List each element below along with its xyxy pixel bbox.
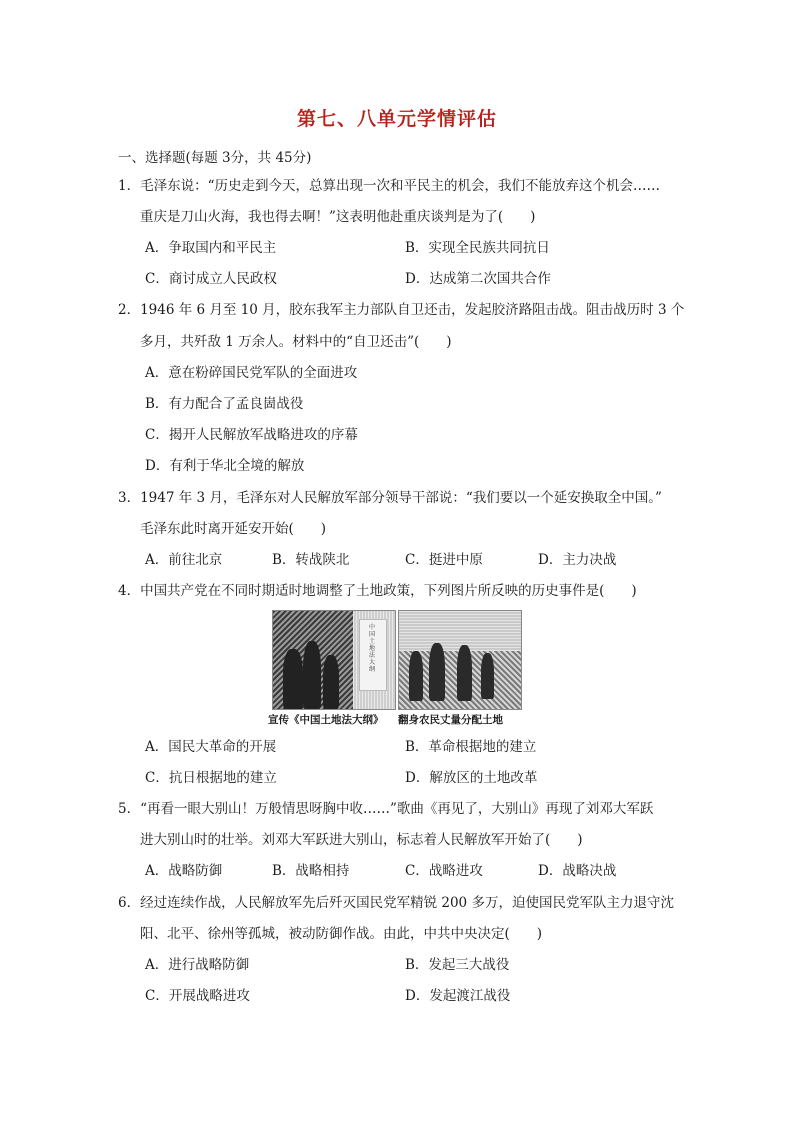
section-heading: 一、选择题(每题 3分，共 45分) [118, 150, 312, 166]
question-2-option-b: B．有力配合了孟良崮战役 [145, 396, 304, 412]
question-4-line-1: 4．中国共产党在不同时期适时地调整了土地政策，下列图片所反映的历史事件是( ) [118, 583, 637, 599]
question-5-line-2: 进大别山时的壮举。刘邓大军跃进大别山，标志着人民解放军开始了( ) [140, 832, 583, 848]
land-law-poster [359, 619, 387, 691]
question-4-option-c: C．抗日根据地的建立 [145, 770, 277, 786]
question-2-option-a: A．意在粉碎国民党军队的全面进攻 [145, 365, 358, 381]
question-6-option-b: B．发起三大战役 [405, 957, 510, 973]
question-6-line-1: 6．经过连续作战，人民解放军先后歼灭国民党军精锐 200 多万，迫使国民党军队主力退守沈 [118, 895, 674, 911]
question-5-option-c: C．战略进攻 [405, 863, 483, 879]
question-6-option-d: D．发起渡江战役 [405, 988, 511, 1004]
question-3-line-2: 毛泽东此时离开延安开始( ) [140, 521, 327, 537]
question-5-option-b: B．战略相持 [272, 863, 350, 879]
land-measurement-photo [398, 610, 522, 710]
question-4-figure [272, 610, 520, 712]
question-2-option-c: C．揭开人民解放军战略进攻的序幕 [145, 427, 358, 443]
question-6-option-a: A．进行战略防御 [145, 957, 250, 973]
question-3-line-1: 3．1947 年 3 月，毛泽东对人民解放军部分领导干部说：“我们要以一个延安换取全中国。” [118, 490, 662, 506]
question-4-option-b: B．革命根据地的建立 [405, 739, 537, 755]
question-2-option-d: D．有利于华北全境的解放 [145, 458, 305, 474]
land-law-propaganda-photo [272, 610, 396, 710]
figure-caption-left: 宣传《中国土地法大纲》 [268, 714, 384, 726]
poster-text: 中国土地法大纲 [369, 624, 376, 673]
question-5-line-1: 5．“再看一眼大别山！万般情思呀胸中收……”歌曲《再见了，大别山》再现了刘邓大军跃 [118, 801, 654, 817]
question-3-option-a: A．前往北京 [145, 552, 223, 568]
question-2-line-2: 多月，共歼敌 1 万余人。材料中的“自卫还击”( ) [140, 334, 452, 350]
question-1-option-c: C．商讨成立人民政权 [145, 271, 277, 287]
question-5-option-d: D．战略决战 [538, 863, 617, 879]
question-3-option-d: D．主力决战 [538, 552, 617, 568]
figure-caption-right: 翻身农民丈量分配土地 [398, 714, 503, 726]
question-1-option-a: A．争取国内和平民主 [145, 240, 277, 256]
question-3-option-c: C．挺进中原 [405, 552, 483, 568]
question-5-option-a: A．战略防御 [145, 863, 223, 879]
question-4-option-a: A．国民大革命的开展 [145, 739, 277, 755]
question-2-line-1: 2．1946 年 6 月至 10 月，胶东我军主力部队自卫还击，发起胶济路阻击战。阻击战历时 3 个 [118, 302, 685, 318]
question-6-line-2: 阳、北平、徐州等孤城，被动防御作战。由此，中共中央决定( ) [140, 926, 543, 942]
question-1-line-1: 1．毛泽东说：“历史走到今天，总算出现一次和平民主的机会，我们不能放弃这个机会…… [118, 178, 660, 194]
question-1-option-b: B．实现全民族共同抗日 [405, 240, 550, 256]
page-title: 第七、八单元学情评估 [296, 108, 497, 130]
question-4-option-d: D．解放区的土地改革 [405, 770, 538, 786]
question-1-option-d: D．达成第二次国共合作 [405, 271, 551, 287]
question-1-line-2: 重庆是刀山火海，我也得去啊！”这表明他赴重庆谈判是为了( ) [140, 209, 536, 225]
question-3-option-b: B．转战陕北 [272, 552, 350, 568]
question-6-option-c: C．开展战略进攻 [145, 988, 250, 1004]
